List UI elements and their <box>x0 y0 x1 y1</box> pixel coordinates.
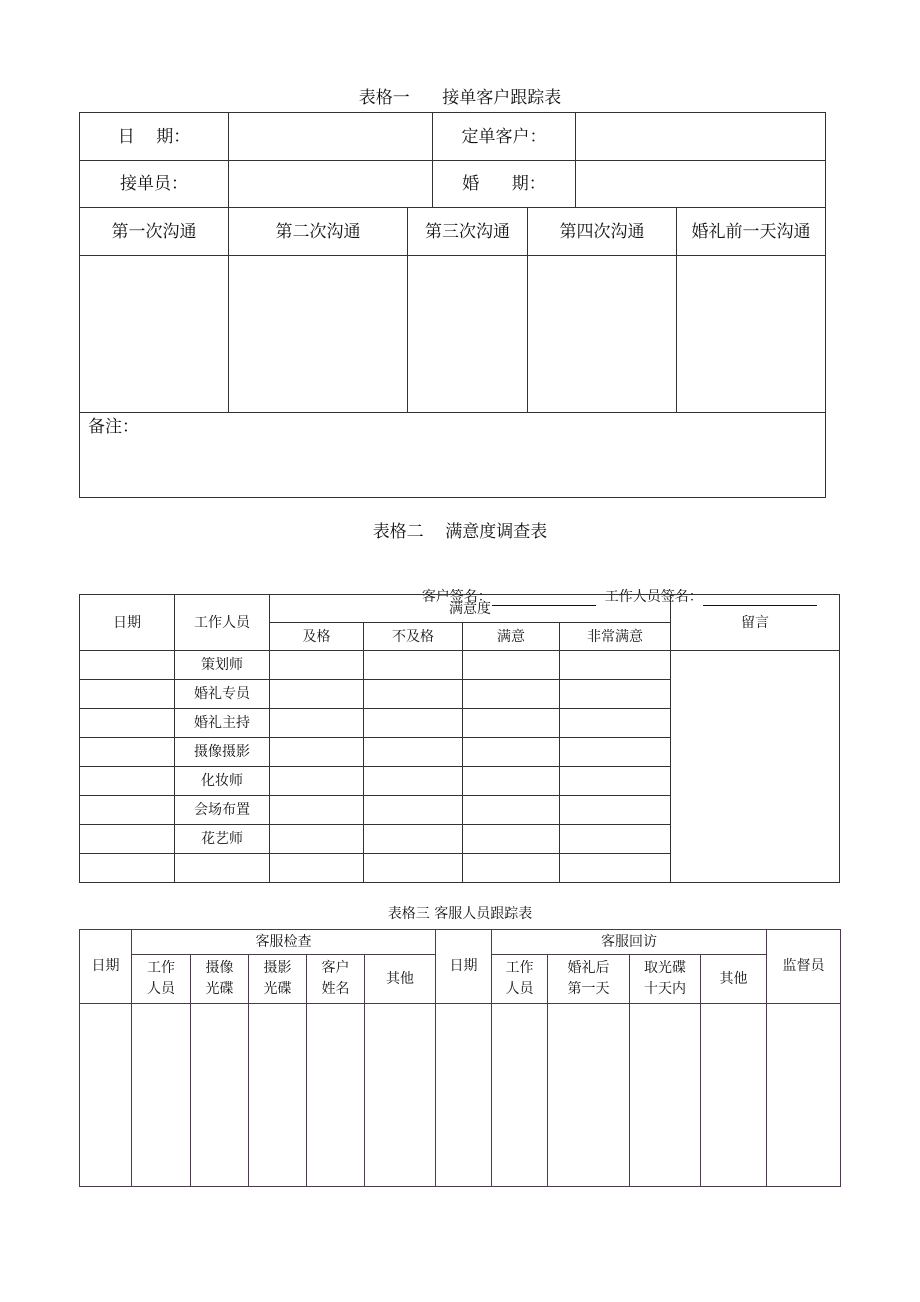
staff-role: 花艺师 <box>175 825 270 854</box>
check-col-header: 客户 姓名 <box>307 955 365 1004</box>
staff-role <box>175 854 270 883</box>
rating-cell[interactable] <box>364 709 463 738</box>
rating-cell[interactable] <box>364 767 463 796</box>
tracking-cell[interactable] <box>307 1004 365 1187</box>
rating-cell[interactable] <box>270 709 364 738</box>
tracking-cell[interactable] <box>767 1004 841 1187</box>
visit-group-header: 客服回访 <box>492 930 767 955</box>
rating-cell[interactable] <box>560 709 671 738</box>
staff-header: 工作人员 <box>175 595 270 651</box>
rating-cell[interactable] <box>560 796 671 825</box>
rating-cell[interactable] <box>364 825 463 854</box>
date-cell[interactable] <box>80 767 175 796</box>
rating-cell[interactable] <box>560 738 671 767</box>
rating-cell[interactable] <box>364 651 463 680</box>
rating-cell[interactable] <box>463 825 560 854</box>
comm-header: 第四次沟通 <box>528 208 677 256</box>
visit-date-header: 日期 <box>436 930 492 1004</box>
check-col-header: 工作 人员 <box>132 955 191 1004</box>
staff-role: 策划师 <box>175 651 270 680</box>
check-date-header: 日期 <box>80 930 132 1004</box>
check-group-header: 客服检查 <box>132 930 436 955</box>
comm-cell[interactable] <box>229 256 408 413</box>
check-col-header: 摄影 光碟 <box>249 955 307 1004</box>
rating-cell[interactable] <box>364 854 463 883</box>
rating-cell[interactable] <box>463 651 560 680</box>
rating-cell[interactable] <box>560 651 671 680</box>
table-row <box>80 651 840 680</box>
message-header: 留言 <box>671 595 840 651</box>
staff-role: 摄像摄影 <box>175 738 270 767</box>
staff-sign-label: 工作人员签名： <box>604 589 703 605</box>
table2-title: 表格二 满意度调查表 <box>372 522 548 542</box>
rating-cell[interactable] <box>270 767 364 796</box>
tracking-cell[interactable] <box>630 1004 701 1187</box>
level-header: 及格 <box>270 623 364 651</box>
supervisor-header: 监督员 <box>767 930 841 1004</box>
rating-cell[interactable] <box>270 680 364 709</box>
comm-cell[interactable] <box>528 256 677 413</box>
wedding-date-label: 婚 期： <box>433 161 576 208</box>
rating-cell[interactable] <box>560 767 671 796</box>
check-col-header: 其他 <box>365 955 436 1004</box>
comm-header: 第二次沟通 <box>229 208 408 256</box>
rating-cell[interactable] <box>463 738 560 767</box>
rating-cell[interactable] <box>463 680 560 709</box>
customer-field[interactable] <box>576 113 826 161</box>
customer-tracking-table <box>79 112 826 498</box>
satisfaction-table <box>79 594 840 883</box>
customer-sign-label: 客户签名： <box>421 589 492 605</box>
service-tracking-table <box>79 929 841 1187</box>
comm-cell[interactable] <box>677 256 826 413</box>
date-cell[interactable] <box>80 680 175 709</box>
message-cell[interactable] <box>671 651 840 883</box>
signature-line <box>404 570 817 605</box>
tracking-cell[interactable] <box>701 1004 767 1187</box>
check-col-header: 摄像 光碟 <box>191 955 249 1004</box>
rating-cell[interactable] <box>463 796 560 825</box>
staff-role: 化妆师 <box>175 767 270 796</box>
date-cell[interactable] <box>80 709 175 738</box>
visit-col-header: 其他 <box>701 955 767 1004</box>
rating-cell[interactable] <box>270 738 364 767</box>
rating-cell[interactable] <box>560 825 671 854</box>
comm-cell[interactable] <box>408 256 528 413</box>
tracking-cell[interactable] <box>132 1004 191 1187</box>
date-cell[interactable] <box>80 651 175 680</box>
tracking-cell[interactable] <box>191 1004 249 1187</box>
receiver-field[interactable] <box>229 161 433 208</box>
remarks-label: 备注： <box>88 417 139 437</box>
level-header: 满意 <box>463 623 560 651</box>
rating-cell[interactable] <box>270 651 364 680</box>
visit-col-header: 取光碟 十天内 <box>630 955 701 1004</box>
staff-role: 婚礼主持 <box>175 709 270 738</box>
tracking-cell[interactable] <box>365 1004 436 1187</box>
comm-header: 第一次沟通 <box>80 208 229 256</box>
visit-col-header: 婚礼后 第一天 <box>548 955 630 1004</box>
remarks-cell[interactable] <box>80 413 826 498</box>
rating-cell[interactable] <box>270 796 364 825</box>
rating-cell[interactable] <box>560 680 671 709</box>
table1-title: 表格一 接单客户跟踪表 <box>358 88 562 108</box>
date-cell[interactable] <box>80 796 175 825</box>
level-header: 不及格 <box>364 623 463 651</box>
rating-cell[interactable] <box>560 854 671 883</box>
rating-cell[interactable] <box>463 767 560 796</box>
tracking-cell[interactable] <box>249 1004 307 1187</box>
wedding-date-field[interactable] <box>576 161 826 208</box>
comm-header: 第三次沟通 <box>408 208 528 256</box>
date-label: 日 期： <box>80 113 229 161</box>
tracking-cell[interactable] <box>548 1004 630 1187</box>
staff-role: 会场布置 <box>175 796 270 825</box>
rating-cell[interactable] <box>463 709 560 738</box>
tracking-cell[interactable] <box>492 1004 548 1187</box>
table3-title: 表格三 客服人员跟踪表 <box>387 906 533 922</box>
tracking-cell[interactable] <box>80 1004 132 1187</box>
receiver-label: 接单员： <box>80 161 229 208</box>
satisfaction-header: 满意度 <box>270 595 671 623</box>
rating-cell[interactable] <box>270 825 364 854</box>
date-field[interactable] <box>229 113 433 161</box>
date-header: 日期 <box>80 595 175 651</box>
rating-cell[interactable] <box>364 680 463 709</box>
tracking-cell[interactable] <box>436 1004 492 1187</box>
customer-label: 定单客户： <box>433 113 576 161</box>
date-cell[interactable] <box>80 738 175 767</box>
rating-cell[interactable] <box>270 854 364 883</box>
staff-role: 婚礼专员 <box>175 680 270 709</box>
date-cell[interactable] <box>80 854 175 883</box>
rating-cell[interactable] <box>364 796 463 825</box>
comm-cell[interactable] <box>80 256 229 413</box>
date-cell[interactable] <box>80 825 175 854</box>
rating-cell[interactable] <box>463 854 560 883</box>
comm-header: 婚礼前一天沟通 <box>677 208 826 256</box>
level-header: 非常满意 <box>560 623 671 651</box>
rating-cell[interactable] <box>364 738 463 767</box>
visit-col-header: 工作 人员 <box>492 955 548 1004</box>
